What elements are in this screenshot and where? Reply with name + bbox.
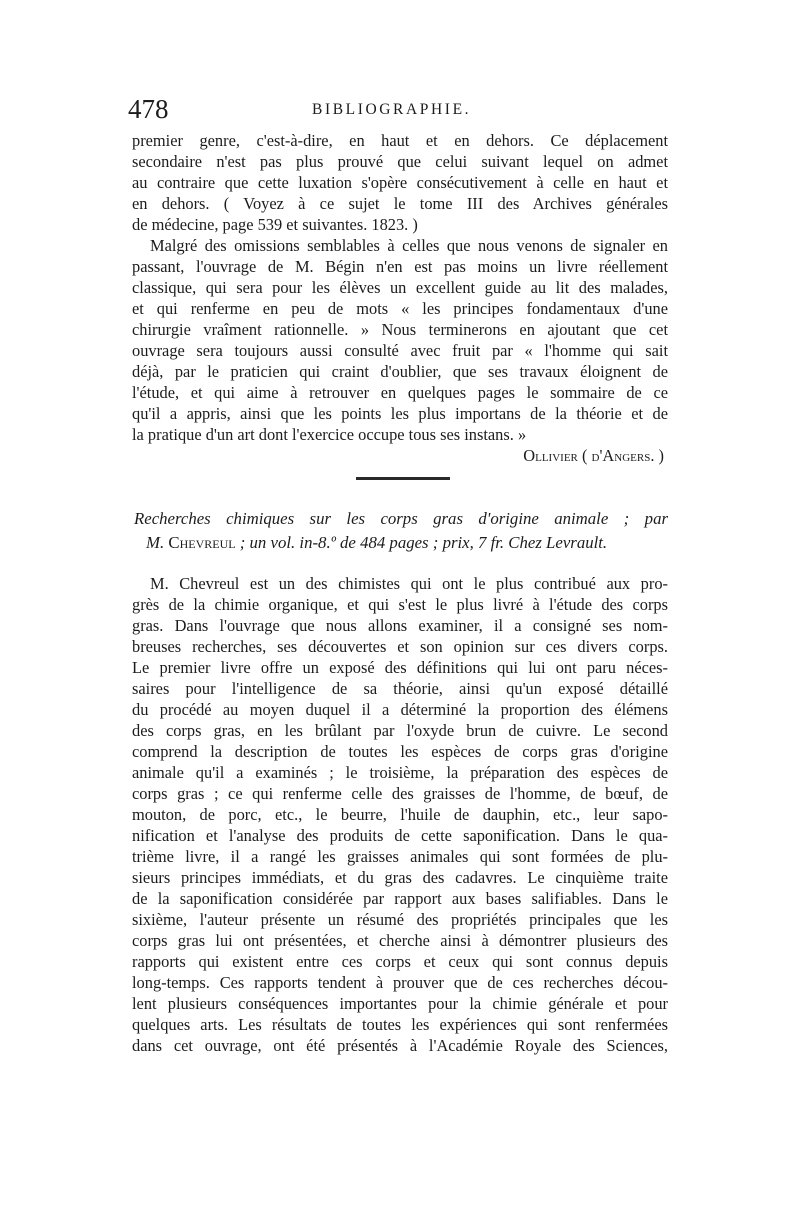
title-suffix: ; un vol. in-8.º de 484 pages ; prix, 7 fr. Chez Levrault. xyxy=(235,533,608,552)
text-line: classique, qui sera pour les élèves un excellent guide au lit des malades, xyxy=(132,278,668,297)
text-line: lent plusieurs conséquences importantes pour la chimie générale et pour xyxy=(132,994,668,1013)
text-line: du procédé au moyen duquel il a déterminé la proportion des élémens xyxy=(132,700,668,719)
text-line: mouton, de porc, etc., le beurre, l'huile de dauphin, etc., leur sapo- xyxy=(132,805,668,824)
page-header xyxy=(128,94,672,124)
text-line: corps gras ; ce qui renferme celle des graisses de l'homme, de bœuf, de xyxy=(132,784,668,803)
title-line xyxy=(132,531,668,555)
review-two-title xyxy=(132,507,668,555)
text-line: long-temps. Ces rapports tendent à prouver que de ces recherches décou- xyxy=(132,973,668,992)
text-line: M. Chevreul est un des chimistes qui ont le plus contribué aux pro- xyxy=(150,574,668,593)
text-line: grès de la chimie organique, et qui s'est le plus livré à l'étude des corps xyxy=(132,595,668,614)
text-line: Le premier livre offre un exposé des définitions qui lui ont paru néces- xyxy=(132,658,668,677)
text-line: déjà, par le praticien qui craint d'oublier, que ses travaux éloignent de xyxy=(132,362,668,381)
text-line: animale qu'il a examinés ; le troisième, la préparation des espèces de xyxy=(132,763,668,782)
text-line: nification et l'analyse des produits de cette saponification. Dans le qua- xyxy=(132,826,668,845)
text-line: gras. Dans l'ouvrage que nous allons examiner, il a consigné ses nom- xyxy=(132,616,668,635)
text-line: qu'il a appris, ainsi que les points les plus importans de la théorie et de xyxy=(132,404,668,423)
review-signature xyxy=(132,445,668,466)
title-author: Chevreul xyxy=(168,533,236,552)
text-line: comprend la description de toutes les espèces de corps gras d'origine xyxy=(132,742,668,761)
running-head: BIBLIOGRAPHIE. xyxy=(312,101,472,118)
text-line: sixième, l'auteur présente un résumé des propriétés principales que les xyxy=(132,910,668,929)
text-line: chirurgie vraîment rationnelle. » Nous terminerons en ajoutant que cet xyxy=(132,320,668,339)
text-line: rapports qui existent entre ces corps et ceux qui sont connus depuis xyxy=(132,952,668,971)
text-line: en dehors. ( Voyez à ce sujet le tome III des Archives générales xyxy=(132,194,668,213)
text-line: des corps gras, en les brûlant par l'oxyde brun de cuivre. Le second xyxy=(132,721,668,740)
text-line: passant, l'ouvrage de M. Bégin n'en est pas moins un livre réellement xyxy=(132,257,668,276)
text-line: l'étude, et qui aime à retrouver en quelques pages le sommaire de ce xyxy=(132,383,668,402)
text-line: sieurs principes immédiats, et du gras des cadavres. Le cinquième traite xyxy=(132,868,668,887)
text-line: ouvrage sera toujours aussi consulté avec fruit par « l'homme qui sait xyxy=(132,341,668,360)
text-line: trième livre, il a rangé les graisses animales qui sont formées de plu- xyxy=(132,847,668,866)
text-line: la pratique d'un art dont l'exercice occupe tous ses instans. » xyxy=(132,425,527,444)
title-prefix: M. xyxy=(146,533,169,552)
text-line: Malgré des omissions semblables à celles que nous venons de signaler en xyxy=(150,236,668,255)
text-line: de la saponification considérée par rapport aux bases salifiables. Dans le xyxy=(132,889,668,908)
page-number: 478 xyxy=(128,94,169,124)
review-two-body xyxy=(132,573,668,1056)
text-line: et qui renferme en peu de mots « les principes fondamentaux d'une xyxy=(132,299,668,318)
text-line: secondaire n'est pas plus prouvé que celui suivant lequel on admet xyxy=(132,152,668,171)
text-line: quelques arts. Les résultats de toutes les expériences qui sont renfermées xyxy=(132,1015,668,1034)
title-line: Recherches chimiques sur les corps gras d'origine animale ; par xyxy=(134,509,668,528)
text-line: de médecine, page 539 et suivantes. 1823. ) xyxy=(132,215,418,234)
text-line: premier genre, c'est-à-dire, en haut et en dehors. Ce déplacement xyxy=(132,131,668,150)
text-line: saires pour l'intelligence de sa théorie, ainsi qu'un exposé détaillé xyxy=(132,679,668,698)
review-one-body xyxy=(132,130,668,466)
text-line: dans cet ouvrage, ont été présentés à l'Académie Royale des Sciences, xyxy=(132,1036,668,1055)
text-line: corps gras lui ont présentées, et cherche ainsi à démontrer plusieurs des xyxy=(132,931,668,950)
text-line: breuses recherches, ses découvertes et son opinion sur ces divers corps. xyxy=(132,637,668,656)
text-line: au contraire que cette luxation s'opère consécutivement à celle en haut et xyxy=(132,173,668,192)
signature-text: Ollivier ( d'Angers. ) xyxy=(523,446,664,465)
section-divider xyxy=(356,477,450,480)
